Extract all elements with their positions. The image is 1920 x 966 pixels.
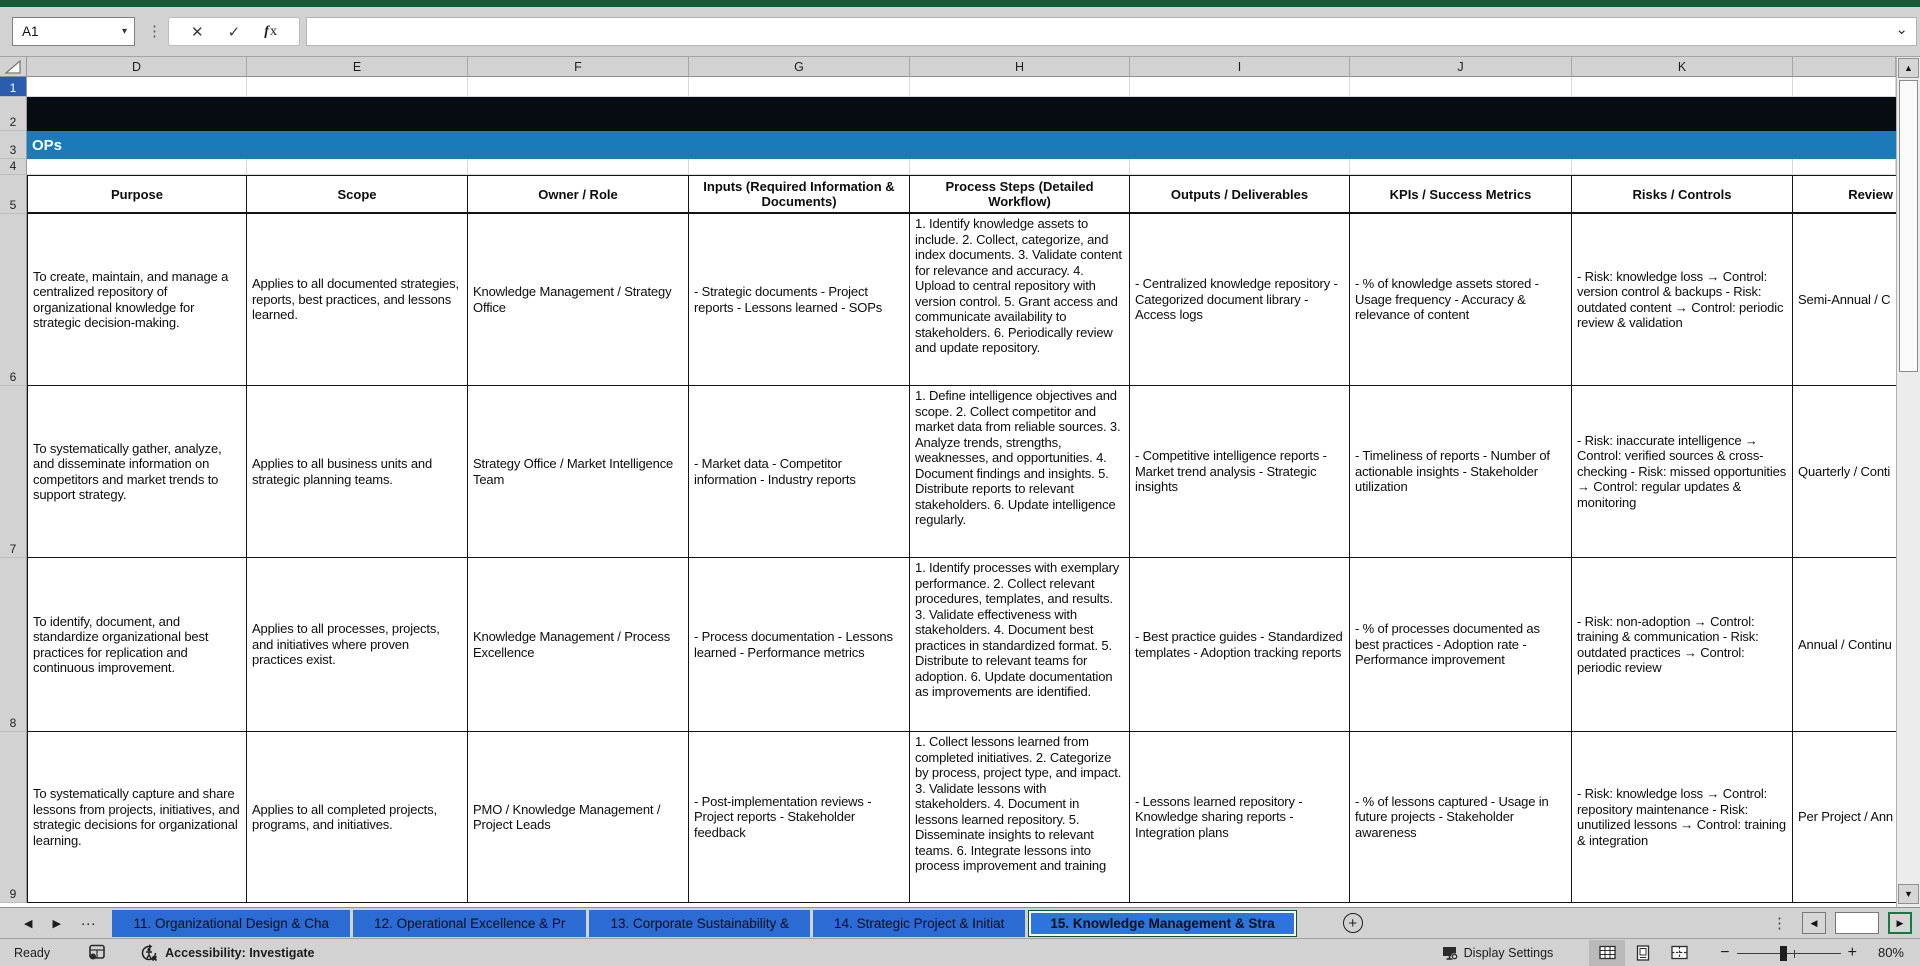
row-number-2[interactable]: 2 [0,97,27,131]
accessibility-icon [140,944,159,962]
cell-text: - % of lessons captured - Usage in future projects - Stakeholder awareness [1355,793,1549,840]
empty-cell[interactable] [1793,77,1896,97]
empty-cell[interactable] [468,77,689,97]
sheet-grid [0,77,1896,903]
zoom-in-icon[interactable]: + [1847,943,1857,961]
cell-r9-process[interactable] [910,732,1130,903]
cell-r8-purpose[interactable] [27,558,247,732]
cell-r7-process[interactable] [910,386,1130,558]
cell-r7-outputs[interactable] [1130,386,1350,558]
column-header-G[interactable]: G [689,57,910,77]
sheet-tab-bar [0,907,1920,938]
cell-r7-risks[interactable] [1572,386,1793,558]
scrollbar-kebab-icon[interactable]: ⋮ [1772,915,1787,932]
horizontal-scrollbar-thumb[interactable] [1835,912,1879,934]
cell-r9-review[interactable] [1793,732,1896,903]
zoom-control [1713,944,1864,962]
row-number-4[interactable]: 4 [0,159,27,175]
select-all-triangle-icon [0,57,27,77]
empty-cell[interactable] [689,159,910,175]
cell-text: - Risk: inaccurate intelligence → Control: verified sources & cross-checking - Risk: missed opportunities → Control: regular updates & monitoring [1577,432,1787,510]
empty-cell[interactable] [27,159,247,175]
tab-scroll-left-icon[interactable]: ◀ [24,917,33,930]
section-title: OPs [32,136,63,154]
cell-text: PMO / Knowledge Management / Project Leads [473,801,661,832]
cell-r7-kpis[interactable] [1350,386,1572,558]
cell-text: - Centralized knowledge repository - Categorized document library - Access logs [1135,276,1338,323]
column-header-F[interactable]: F [468,57,689,77]
tab-list-more-icon[interactable]: ... [80,911,97,929]
empty-cell[interactable] [1130,77,1350,97]
row-number-3[interactable]: 3 [0,131,27,159]
cell-text: - Market data - Competitor information - Industry reports [694,456,856,487]
cell-text: - % of knowledge assets stored - Usage frequency - Accuracy & relevance of content [1355,276,1539,323]
insert-function-icon[interactable]: fx [264,23,277,39]
cell-r9-risks[interactable] [1572,732,1793,903]
cell-r6-process[interactable] [910,214,1130,386]
cell-r9-inputs[interactable] [689,732,910,903]
tab-scroll-right-icon[interactable]: ▶ [52,917,61,930]
cell-text: - Risk: knowledge loss → Control: version control & backups - Risk: outdated content → Control: periodic review & validation [1577,268,1784,330]
status-ready-label: Ready [14,945,51,960]
cell-r7-purpose[interactable] [27,386,247,558]
cell-r6-outputs[interactable] [1130,214,1350,386]
cell-text: - Timeliness of reports - Number of actionable insights - Stakeholder utilization [1355,448,1550,495]
macro-record-icon[interactable] [88,944,106,961]
cell-r6-owner[interactable] [468,214,689,386]
empty-cell[interactable] [247,159,468,175]
cell-text: 1. Define intelligence objectives and scope. 2. Collect competitor and market data from reliable sources. 3. Analyze trends, strengths, weaknesses, and opportunities. 4. Document findings and insights. 5. Distribute reports to relevant stakeholders. 6. Update intelligence regularly. [915,388,1121,527]
table-header-process[interactable]: Process Steps (Detailed Workflow) [910,175,1130,214]
view-page-layout-button[interactable] [1625,940,1661,966]
display-settings-icon [1442,945,1459,961]
zoom-out-icon[interactable]: − [1720,943,1730,961]
cell-text: 1. Identify knowledge assets to include. 2. Collect, categorize, and index documents. 3. Validate content for relevance and accuracy. 4. Upload to central repository with version control. 5. Grant access and communicate availability to stakeholders. 6. Periodically review and update repository. [915,216,1122,355]
sheet-row-1 [0,77,1896,97]
empty-cell[interactable] [1572,159,1793,175]
column-header-J[interactable]: J [1350,57,1572,77]
row-number-7[interactable]: 7 [0,386,27,558]
cell-text: Knowledge Management / Strategy Office [473,284,672,315]
cell-r8-review[interactable] [1793,558,1896,732]
sheet-tab-15[interactable]: 15. Knowledge Management & Stra [1028,910,1296,937]
cell-r7-review[interactable] [1793,386,1896,558]
empty-cell[interactable] [27,77,247,97]
cell-text: To systematically capture and share lessons from projects, initiatives, and strategic decisions for organizational learning. [33,786,240,848]
sheet-row-5 [0,175,1896,214]
name-box-dropdown-icon[interactable]: ▾ [121,26,127,37]
column-header-I[interactable]: I [1130,57,1350,77]
table-header-outputs[interactable]: Outputs / Deliverables [1130,175,1350,214]
view-normal-button[interactable] [1589,940,1625,966]
zoom-slider-thumb[interactable] [1780,946,1787,961]
table-header-kpis[interactable]: KPIs / Success Metrics [1350,175,1572,214]
cell-r8-inputs[interactable] [689,558,910,732]
view-page-break-button[interactable] [1661,940,1697,966]
page-layout-icon [1635,945,1651,961]
column-header-D[interactable]: D [27,57,247,77]
cell-text: Applies to all documented strategies, reports, best practices, and lessons learned. [252,276,459,323]
accessibility-label: Accessibility: Investigate [165,945,315,960]
empty-cell[interactable] [468,159,689,175]
page-break-preview-icon [1671,945,1688,960]
cell-r9-outputs[interactable] [1130,732,1350,903]
cell-text: - Process documentation - Lessons learned - Performance metrics [694,629,893,660]
empty-cell[interactable] [1350,77,1572,97]
cell-text: To create, maintain, and manage a centralized repository of organizational knowledge for strategic decision-making. [33,268,229,330]
cell-r6-review[interactable] [1793,214,1896,386]
formula-input[interactable] [306,17,1917,46]
sheet-row-6 [0,214,1896,386]
cell-text: Applies to all business units and strategic planning teams. [252,456,433,487]
table-header-review[interactable]: Review [1793,175,1896,214]
zoom-level[interactable]: 80% [1877,945,1904,960]
cell-text: - Risk: knowledge loss → Control: repository maintenance - Risk: unutilized lessons → Control: training & integration [1577,786,1786,848]
cell-r9-owner[interactable] [468,732,689,903]
cell-r9-kpis[interactable] [1350,732,1572,903]
column-header-K[interactable]: K [1572,57,1793,77]
cell-text: 1. Identify processes with exemplary performance. 2. Collect relevant procedures, templates, and results. 3. Validate effectiveness with stakeholders. 4. Document best practices in standardized format. 5. Distribute to relevant teams for adoption. 6. Update documentation as improvements are identified. [915,560,1120,699]
cell-text: - % of processes documented as best practices - Adoption rate - Performance improvement [1355,621,1540,668]
cell-text: - Competitive intelligence reports - Market trend analysis - Strategic insights [1135,448,1327,495]
row-number-8[interactable]: 8 [0,558,27,732]
table-header-inputs[interactable]: Inputs (Required Information & Documents) [689,175,910,214]
name-box[interactable] [12,17,135,46]
vertical-scrollbar[interactable] [1896,57,1920,907]
cell-text: - Lessons learned repository - Knowledge sharing reports - Integration plans [1135,793,1303,840]
cell-text: Applies to all completed projects, programs, and initiatives. [252,801,437,832]
column-header-partial[interactable] [1793,57,1896,77]
vertical-scrollbar-thumb[interactable] [1899,80,1918,372]
empty-cell[interactable] [910,77,1130,97]
scroll-up-icon[interactable]: ▲ [1898,58,1919,78]
cell-r6-purpose[interactable] [27,214,247,386]
table-header-scope[interactable]: Scope [247,175,468,214]
new-sheet-button[interactable]: + [1343,913,1363,933]
cell-text: 1. Collect lessons learned from completed initiatives. 2. Categorize by process, project type, and impact. 3. Validate lessons with stakeholders. 4. Document in lessons learned repository. 5. Disseminate insights to relevant teams. 6. Integrate lessons into process improvement and training [915,734,1122,873]
enter-icon[interactable]: ✓ [227,23,241,41]
title-band[interactable] [27,97,1896,131]
row-number-1[interactable]: 1 [0,77,27,97]
cell-text: Per Project / Ann [1798,809,1894,825]
formula-bar [0,7,1920,57]
cell-text: To identify, document, and standardize organizational best practices for replication and continuous improvement. [33,613,209,675]
table-header-purpose[interactable]: Purpose [27,175,247,214]
cell-text: To systematically gather, analyze, and disseminate information on competitors and market trends to support strategy. [33,440,222,502]
cell-r6-inputs[interactable] [689,214,910,386]
zoom-slider[interactable] [1737,945,1841,961]
empty-cell[interactable] [910,159,1130,175]
sheet-row-4 [0,159,1896,175]
cell-r8-scope[interactable] [247,558,468,732]
sheet-tab-14[interactable]: 14. Strategic Project & Initiat [813,910,1025,937]
formula-buttons [168,17,300,46]
display-settings-button[interactable] [1442,945,1554,961]
scroll-down-icon[interactable]: ▼ [1898,884,1919,904]
cell-text: Semi-Annual / C [1798,291,1891,307]
status-bar [0,938,1920,966]
cell-r7-scope[interactable] [247,386,468,558]
normal-view-icon [1599,945,1616,960]
cell-r8-outputs[interactable] [1130,558,1350,732]
empty-cell[interactable] [1793,159,1896,175]
cell-text: - Best practice guides - Standardized templates - Adoption tracking reports [1135,629,1343,660]
cell-text: - Strategic documents - Project reports - Lessons learned - SOPs [694,284,883,315]
sheet-row-9 [0,732,1896,903]
column-header-row [0,57,1896,77]
formula-bar-expand-icon[interactable]: ⌄ [1895,21,1908,38]
cancel-icon[interactable]: ✕ [191,23,204,41]
formula-bar-kebab-icon[interactable]: ⋮ [147,23,162,40]
section-band[interactable] [27,131,1896,159]
sheet-row-8 [0,558,1896,732]
cell-text: - Post-implementation reviews - Project reports - Stakeholder feedback [694,793,872,840]
empty-cell[interactable] [1130,159,1350,175]
row-number-6[interactable]: 6 [0,214,27,386]
cell-r6-kpis[interactable] [1350,214,1572,386]
cell-r8-kpis[interactable] [1350,558,1572,732]
empty-cell[interactable] [689,77,910,97]
sheet-tab-12[interactable]: 12. Operational Excellence & Pr [353,910,586,937]
cell-r6-risks[interactable] [1572,214,1793,386]
sheet-row-2 [0,97,1896,131]
sheet-tab-13[interactable]: 13. Corporate Sustainability & [589,910,810,937]
status-bar-right [1442,940,1920,966]
column-header-H[interactable]: H [910,57,1130,77]
display-settings-label: Display Settings [1463,945,1554,960]
accessibility-status[interactable] [140,944,314,962]
cell-r8-risks[interactable] [1572,558,1793,732]
cell-r7-owner[interactable] [468,386,689,558]
cell-text: - Risk: non-adoption → Control: training & communication - Risk: outdated practices → Control: periodic review [1577,613,1759,675]
cell-text: Quarterly / Conti [1798,463,1891,479]
window-title-strip [0,0,1920,7]
empty-cell[interactable] [247,77,468,97]
empty-cell[interactable] [1572,77,1793,97]
sheet-row-3 [0,131,1896,159]
cell-text: Annual / Continu [1798,636,1892,652]
name-box-value: A1 [22,24,39,39]
select-all-corner[interactable] [0,57,27,77]
cell-text: Strategy Office / Market Intelligence Team [473,456,674,487]
scroll-right-icon[interactable]: ▶ [1888,912,1912,934]
row-number-9[interactable]: 9 [0,732,27,903]
cell-r8-process[interactable] [910,558,1130,732]
cell-r8-owner[interactable] [468,558,689,732]
row-number-5[interactable]: 5 [0,175,27,214]
sheet-tabs [112,910,1296,937]
empty-cell[interactable] [1350,159,1572,175]
horizontal-scrollbar [1772,912,1912,934]
cell-r6-scope[interactable] [247,214,468,386]
sheet-row-7 [0,386,1896,558]
cell-text: Knowledge Management / Process Excellence [473,629,671,660]
cell-text: Applies to all processes, projects, and initiatives where proven practices exist. [252,621,440,668]
cell-r7-inputs[interactable] [689,386,910,558]
table-header-risks[interactable]: Risks / Controls [1572,175,1793,214]
cell-r9-scope[interactable] [247,732,468,903]
column-header-E[interactable]: E [247,57,468,77]
cell-r9-purpose[interactable] [27,732,247,903]
scroll-left-icon[interactable]: ◀ [1802,912,1826,934]
tab-navigation [24,911,97,930]
sheet-tab-11[interactable]: 11. Organizational Design & Cha [112,910,350,937]
table-header-owner[interactable]: Owner / Role [468,175,689,214]
